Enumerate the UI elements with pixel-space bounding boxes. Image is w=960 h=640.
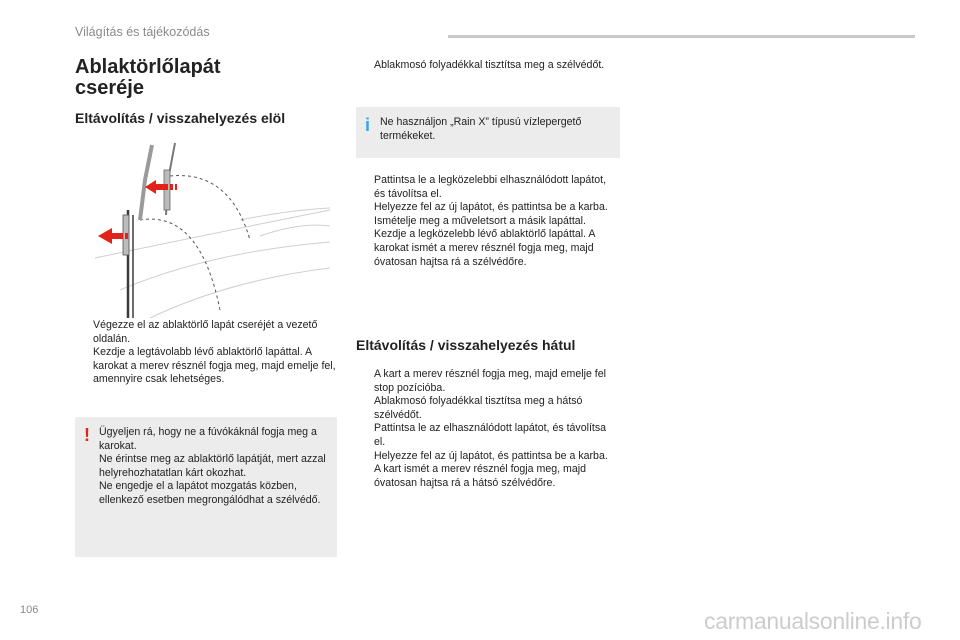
page-title-line: Ablaktörlőlapát	[75, 56, 221, 78]
section-heading-rear: Eltávolítás / visszahelyezés hátul	[356, 337, 576, 353]
right-steps-list	[356, 174, 618, 269]
list-item: Helyezze fel az új lapátot, és pattintsa be a karba.	[374, 449, 608, 462]
front-steps-list	[75, 319, 337, 387]
info-text: Ne használjon „Rain X” típusú vízlepergető termékeket.	[380, 116, 582, 142]
wiper-arm-far	[140, 143, 175, 220]
page-title-line: cseréje	[75, 77, 144, 99]
wiper-illustration	[90, 140, 335, 318]
info-note	[356, 107, 620, 158]
removal-arrow	[145, 180, 177, 194]
running-header: Világítás és tájékozódás	[75, 25, 210, 39]
rear-steps-list	[356, 368, 618, 490]
wiper-arm-near	[123, 210, 133, 318]
section-heading-front: Eltávolítás / visszahelyezés elöl	[75, 110, 286, 126]
list-item: Helyezze fel az új lapátot, és pattintsa be a karba.	[374, 201, 608, 214]
list-item: Kezdje a legközelebb lévő ablaktörlő lapáttal. A karokat ismét a merev résznél fogja meg, majd óvatosan hajtsa rá a szélvédőre.	[374, 228, 595, 268]
warning-note	[75, 417, 337, 557]
list-item: Végezze el az ablaktörlő lapát cseréjét a vezető oldalán.	[93, 319, 318, 345]
list-item: Ablakmosó folyadékkal tisztítsa meg a szélvédőt.	[374, 59, 605, 71]
watermark: carmanualsonline.info	[704, 608, 922, 634]
list-item: A kart a merev résznél fogja meg, majd emelje fel stop pozícióba.	[374, 368, 606, 394]
warning-text: Ügyeljen rá, hogy ne a fúvókáknál fogja meg a karokat.	[99, 426, 317, 452]
header-rule	[448, 35, 915, 38]
right-top-step	[356, 59, 618, 73]
warning-text: Ne érintse meg az ablaktörlő lapátját, mert azzal helyrehozhatatlan kárt okozhat.	[99, 453, 326, 479]
warning-icon: !	[84, 425, 90, 445]
page-number: 106	[20, 604, 39, 616]
list-item: Pattintsa le az elhasználódott lapátot, és távolítsa el.	[374, 422, 607, 448]
info-icon: i	[365, 115, 371, 135]
list-item: Kezdje a legtávolabb lévő ablaktörlő lapáttal. A karokat a merev résznél fogja meg, majd emelje fel, amennyire csak lehetséges.	[93, 346, 336, 386]
page-title	[75, 57, 221, 99]
list-item: Ismételje meg a műveletsort a másik lapáttal.	[374, 214, 586, 227]
list-item: Ablakmosó folyadékkal tisztítsa meg a hátsó szélvédőt.	[374, 395, 583, 421]
warning-text: Ne engedje el a lapátot mozgatás közben, ellenkező esetben megrongálódhat a szélvédő.	[99, 480, 321, 506]
list-item: Pattintsa le a legközelebbi elhasználódott lapátot, és távolítsa el.	[374, 174, 607, 200]
list-item: A kart ismét a merev résznél fogja meg, majd óvatosan hajtsa rá a hátsó szélvédőre.	[374, 463, 586, 489]
